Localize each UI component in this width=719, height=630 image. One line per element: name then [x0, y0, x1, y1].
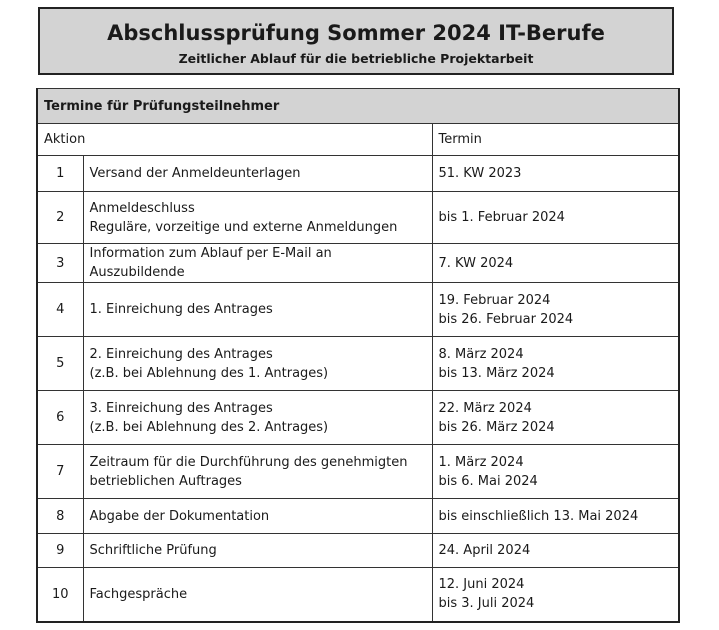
row-date: [432, 568, 679, 622]
row-date-line: 12. Juni 2024: [438, 577, 525, 593]
row-date-line: 1. März 2024: [438, 454, 524, 470]
row-number: 2: [37, 192, 83, 244]
schedule-table: [36, 88, 680, 623]
row-date: [432, 534, 679, 568]
row-date-line: 8. März 2024: [438, 346, 524, 362]
row-action: [83, 391, 432, 445]
row-action-line: Anmeldeschluss: [89, 200, 195, 216]
title-box: [38, 7, 674, 75]
row-action: [83, 156, 432, 192]
row-date-line: bis 3. Juli 2024: [438, 596, 535, 612]
row-action: [83, 499, 432, 534]
row-action-line: 1. Einreichung des Antrages: [89, 302, 273, 317]
row-action-line: Zeitraum für die Durchführung des genehmigten: [89, 454, 408, 470]
schedule-table-body: [37, 89, 679, 622]
row-date-line: bis 1. Februar 2024: [438, 210, 565, 225]
row-action: [83, 568, 432, 622]
row-date: [432, 499, 679, 534]
row-action: [83, 283, 432, 337]
table-row: [37, 391, 679, 445]
row-number: 4: [37, 283, 83, 337]
row-date: [432, 337, 679, 391]
table-row: [37, 337, 679, 391]
row-date-line: 51. KW 2023: [438, 166, 522, 181]
row-number: 3: [37, 244, 83, 283]
row-action-line: betrieblichen Auftrages: [89, 473, 242, 489]
row-action-line: Abgabe der Dokumentation: [89, 508, 270, 524]
row-action-line: 2. Einreichung des Antrages: [89, 346, 273, 362]
row-action: [83, 445, 432, 499]
row-action-line: Information zum Ablauf per E-Mail an Auszubildende: [89, 246, 332, 280]
table-row: [37, 192, 679, 244]
table-row: [37, 283, 679, 337]
row-action: [83, 244, 432, 283]
column-header-action: Aktion: [37, 124, 432, 156]
row-date-line: bis 13. März 2024: [438, 365, 555, 381]
row-date: [432, 192, 679, 244]
table-row: [37, 156, 679, 192]
row-action-line: Fachgespräche: [89, 586, 188, 602]
table-row: [37, 568, 679, 622]
table-row: [37, 534, 679, 568]
row-date-line: 19. Februar 2024: [438, 292, 551, 308]
row-date-line: 24. April 2024: [438, 543, 531, 558]
table-row: [37, 244, 679, 283]
column-header-row: [37, 124, 679, 156]
section-header-row: [37, 89, 679, 124]
row-number: 6: [37, 391, 83, 445]
row-date: [432, 283, 679, 337]
row-action: [83, 337, 432, 391]
row-date-line: 7. KW 2024: [438, 255, 514, 271]
row-action-line: (z.B. bei Ablehnung des 2. Antrages): [89, 419, 329, 435]
row-date: [432, 391, 679, 445]
row-number: 8: [37, 499, 83, 534]
row-date: [432, 244, 679, 283]
column-header-date: Termin: [432, 124, 679, 156]
row-date: [432, 445, 679, 499]
row-date-line: bis 26. Februar 2024: [438, 311, 574, 327]
row-action-line: Versand der Anmeldeunterlagen: [89, 166, 301, 181]
row-date: [432, 156, 679, 192]
row-date-line: bis einschließlich 13. Mai 2024: [438, 508, 639, 524]
row-number: 9: [37, 534, 83, 568]
row-number: 10: [37, 568, 83, 622]
row-action: [83, 192, 432, 244]
row-action-line: (z.B. bei Ablehnung des 1. Antrages): [89, 365, 329, 381]
table-row: [37, 499, 679, 534]
table-row: [37, 445, 679, 499]
document-subtitle: Zeitlicher Ablauf für die betriebliche Projektarbeit: [178, 51, 534, 66]
row-action-line: Reguläre, vorzeitige und externe Anmeldungen: [89, 219, 398, 235]
row-date-line: 22. März 2024: [438, 400, 532, 416]
row-date-line: bis 6. Mai 2024: [438, 473, 538, 489]
section-title: Termine für Prüfungsteilnehmer: [37, 89, 679, 124]
row-date-line: bis 26. März 2024: [438, 419, 555, 435]
row-action-line: 3. Einreichung des Antrages: [89, 400, 273, 416]
row-number: 7: [37, 445, 83, 499]
document-title: Abschlussprüfung Sommer 2024 IT-Berufe: [107, 21, 605, 45]
row-number: 1: [37, 156, 83, 192]
row-action-line: Schriftliche Prüfung: [89, 543, 217, 558]
row-number: 5: [37, 337, 83, 391]
row-action: [83, 534, 432, 568]
